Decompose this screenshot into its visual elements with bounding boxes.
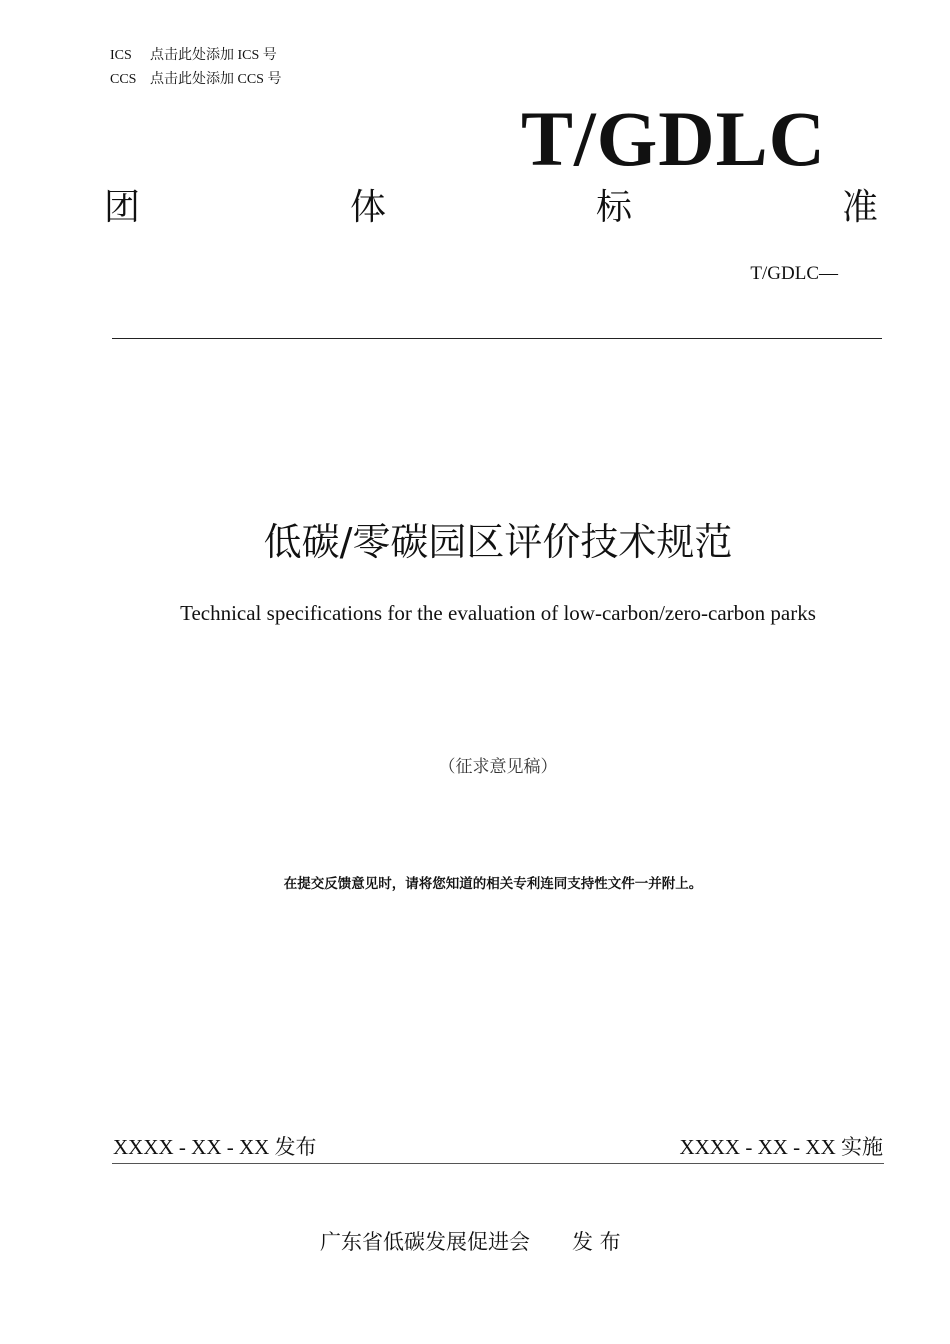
standard-type-char: 团 [104,187,141,228]
standard-type-char: 准 [841,187,878,228]
publish-date: XXXX - XX - XX 发布 [113,1135,317,1159]
ccs-line [110,71,281,89]
ics-placeholder[interactable]: 点击此处添加 ICS 号 [150,48,277,63]
patent-notice: 在提交反馈意见时，请将您知道的相关专利连同支持性文件一并附上。 [283,876,703,892]
standard-type-heading [104,186,878,230]
publisher-action: 发 布 [572,1230,621,1254]
publisher-organization: 广东省低碳发展促进会 [320,1230,530,1254]
document-title-en: Technical specifications for the evaluation of low-carbon/zero-carbon parks [180,601,816,625]
draft-status: （征求意见稿） [438,757,558,777]
header-divider [112,338,882,339]
standard-code-mark: T/GDLC [520,95,826,182]
standard-type-char: 体 [349,187,386,228]
ccs-label: CCS [110,72,137,87]
ics-label: ICS [110,48,132,63]
implement-date: XXXX - XX - XX 实施 [679,1135,883,1159]
standard-type-char: 标 [595,187,632,228]
ccs-placeholder[interactable]: 点击此处添加 CCS 号 [150,72,282,87]
standard-number: T/GDLC— [750,263,838,284]
ics-line [110,47,277,65]
document-title-cn: 低碳/零碳园区评价技术规范 [263,520,733,564]
footer-divider [112,1163,884,1164]
publisher-line [320,1228,621,1256]
